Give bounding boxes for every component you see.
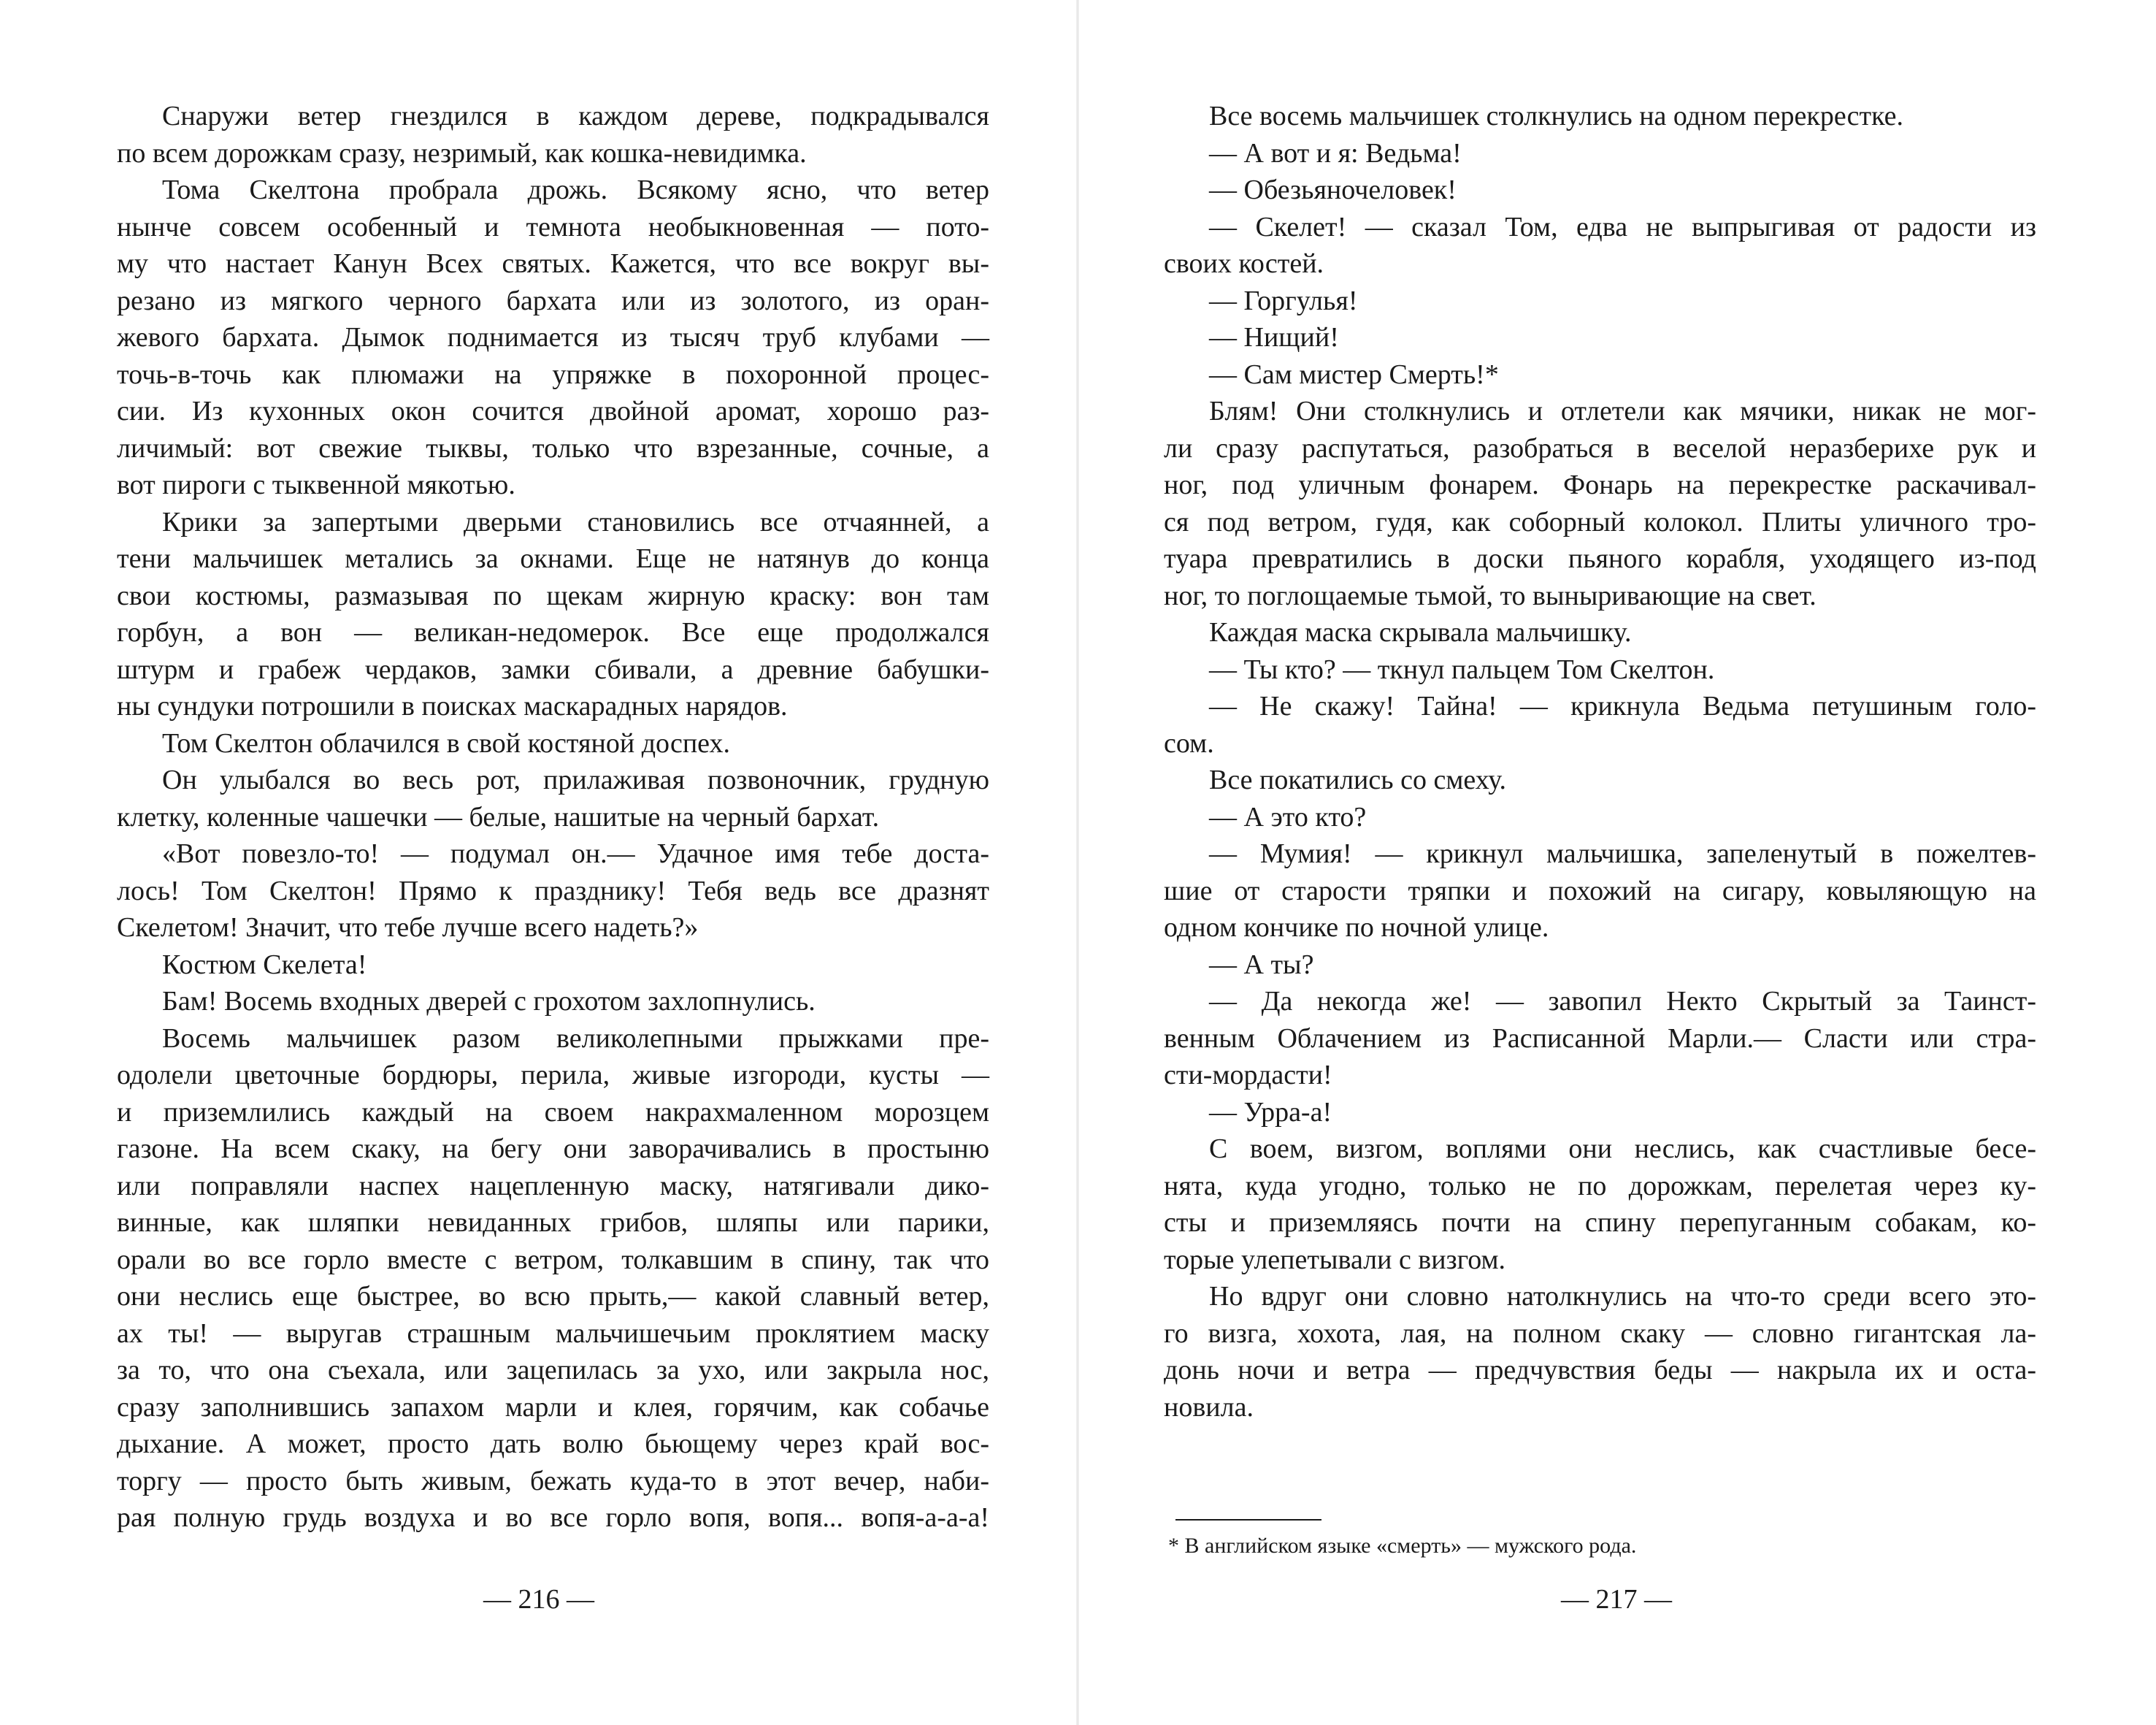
text-line: тени мальчишек метались за окнами. Еще не натянув до конца: [117, 543, 989, 574]
text-line: — Горгулья!: [1209, 285, 1358, 316]
text-line: Он улыбался во весь рот, прилаживая позвоночник, грудную: [162, 765, 989, 795]
text-line: они неслись еще быстрее, во всю прыть,— какой славный ветер,: [117, 1281, 989, 1312]
text-line: жевого бархата. Дымок поднимается из тысяч труб клубами —: [117, 322, 989, 353]
text-line: — Мумия! — крикнул мальчишка, запеленутый в пожелтев-: [1209, 838, 2036, 869]
text-line: ног, под уличным фонарем. Фонарь на перекрестке раскачивал-: [1164, 470, 2036, 500]
text-line: донь ночи и ветра — предчувствия беды — накрыла их и оста-: [1164, 1355, 2036, 1385]
text-line: венным Облачением из Расписанной Марли.— Сласти или стра-: [1164, 1022, 2036, 1054]
text-line: торые улепетывали с визгом.: [1164, 1244, 1506, 1275]
text-line: Все покатились со смеху.: [1209, 765, 1506, 795]
text-line: торгу — просто быть живым, бежать куда-то в этот вечер, наби-: [117, 1465, 989, 1496]
text-line: свои костюмы, размазывая по щекам жирную краску: вон там: [117, 580, 989, 611]
text-line: му что настает Канун Всех святых. Кажется, что все вокруг вы-: [117, 248, 989, 279]
text-line: Но вдруг они словно натолкнулись на что-то среди всего это-: [1209, 1281, 2036, 1312]
text-line: ны сундуки потрошили в поисках маскарадных нарядов.: [117, 691, 788, 722]
text-line: ног, то поглощаемые тьмой, то выныривающие на свет.: [1164, 580, 1817, 611]
text-line: рая полную грудь воздуха и во все горло вопя, вопя... вопя-а-а-а!: [117, 1502, 989, 1533]
text-line: — А ты?: [1209, 949, 1314, 980]
text-line: Костюм Скелета!: [162, 949, 367, 980]
text-line: — Скелет! — сказал Том, едва не выпрыгивая от радости из: [1209, 211, 2036, 242]
text-line: Том Скелтон облачился в свой костяной доспех.: [162, 727, 731, 759]
text-line: резано из мягкого черного бархата или из золотого, из оран-: [117, 285, 989, 316]
text-line: новила.: [1164, 1391, 1254, 1423]
footnote: * В английском языке «смерть» — мужского рода.: [1168, 1534, 1637, 1558]
text-line: Каждая маска скрывала мальчишку.: [1209, 617, 1632, 648]
text-line: сом.: [1164, 727, 1214, 759]
text-line: и приземлились каждый на своем накрахмаленном морозцем: [117, 1096, 989, 1128]
text-line: горбун, а вон — великан-недомерок. Все еще продолжался: [117, 617, 989, 648]
text-line: — Сам мистер Смерть!*: [1209, 359, 1499, 390]
text-line: сии. Из кухонных окон сочится двойной аромат, хорошо раз-: [117, 396, 989, 427]
text-line: одном кончике по ночной улице.: [1164, 912, 1549, 943]
text-line: лось! Том Скелтон! Прямо к празднику! Тебя ведь все дразнят: [117, 875, 989, 906]
text-line: — А вот и я: Ведьма!: [1209, 137, 1462, 169]
text-line: Восемь мальчишек разом великолепными прыжками пре-: [162, 1022, 989, 1054]
text-line: дыхание. А может, просто дать волю бьющему через край вос-: [117, 1428, 989, 1459]
text-line: Скелетом! Значит, что тебе лучше всего надеть?»: [117, 912, 699, 943]
text-line: нынче совсем особенный и темнота необыкновенная — пото-: [117, 211, 989, 242]
text-line: Тома Скелтона пробрала дрожь. Всякому ясно, что ветер: [162, 175, 989, 205]
text-line: винные, как шляпки невиданных грибов, шляпы или парики,: [117, 1207, 989, 1238]
text-line: нята, куда угодно, только не по дорожкам, перелетая через ку-: [1164, 1170, 2036, 1201]
text-line: одолели цветочные бордюры, перила, живые изгороди, кусты —: [117, 1060, 989, 1090]
text-line: ах ты! — выругав страшным мальчишечьим проклятием маску: [117, 1317, 989, 1349]
text-line: орали во все горло вместе с ветром, толкавшим в спину, так что: [117, 1244, 989, 1275]
text-line: точь-в-точь как плюмажи на упряжке в похоронной процес-: [117, 359, 989, 390]
right-page: [1078, 0, 2156, 1725]
text-line: Крики за запертыми дверьми становились все отчаянней, а: [162, 506, 989, 538]
text-line: — А это кто?: [1209, 801, 1367, 833]
text-line: Бам! Восемь входных дверей с грохотом захлопнулись.: [162, 986, 816, 1017]
text-line: — Нищий!: [1209, 322, 1339, 353]
text-line: туара превратились в доски пьяного корабля, уходящего из-под: [1164, 543, 2036, 574]
text-line: — Ты кто? — ткнул пальцем Том Скелтон.: [1209, 654, 1715, 685]
text-line: клетку, коленные чашечки — белые, нашитые на черный бархат.: [117, 801, 880, 833]
footnote-rule: [1175, 1519, 1321, 1521]
text-line: ли сразу распутаться, разобраться в веселой неразберихе рук и: [1164, 432, 2036, 464]
left-page-text: [117, 98, 989, 1537]
text-line: Все восемь мальчишек столкнулись на одном перекрестке.: [1209, 101, 1904, 131]
text-line: — Обезьяночеловек!: [1209, 175, 1457, 205]
text-line: — Не скажу! Тайна! — крикнула Ведьма петушиным голо-: [1209, 691, 2036, 722]
text-line: «Вот повезло-то! — подумал он.— Удачное имя тебе доста-: [162, 838, 989, 869]
page-number-left: — 216 —: [483, 1584, 594, 1615]
text-line: газоне. На всем скаку, на бегу они заворачивались в простыню: [117, 1133, 989, 1164]
page-number-right: — 217 —: [1561, 1584, 1672, 1615]
text-line: или поправляли наспех нацепленную маску, натягивали дико-: [117, 1170, 989, 1201]
text-line: вот пироги с тыквенной мякотью.: [117, 470, 515, 500]
text-line: С воем, визгом, воплями они неслись, как счастливые бесе-: [1209, 1133, 2036, 1164]
text-line: сразу заполнившись запахом марли и клея, горячим, как собачье: [117, 1391, 989, 1423]
text-line: Снаружи ветер гнездился в каждом дереве, подкрадывался: [162, 101, 989, 131]
text-line: штурм и грабеж чердаков, замки сбивали, а древние бабушки-: [117, 654, 989, 685]
text-line: — Да некогда же! — завопил Некто Скрытый за Таинст-: [1209, 986, 2036, 1017]
text-line: — Урра-а!: [1209, 1096, 1332, 1128]
text-line: за то, что она съехала, или зацепилась за ухо, или закрыла нос,: [117, 1355, 989, 1385]
text-line: Блям! Они столкнулись и отлетели как мячики, никак не мог-: [1209, 396, 2036, 427]
text-line: го визга, хохота, лая, на полном скаку — словно гигантская ла-: [1164, 1317, 2036, 1349]
text-line: личимый: вот свежие тыквы, только что взрезанные, сочные, а: [117, 432, 989, 464]
text-line: сти-мордасти!: [1164, 1060, 1332, 1090]
text-line: своих костей.: [1164, 248, 1324, 279]
text-line: по всем дорожкам сразу, незримый, как кошка-невидимка.: [117, 137, 807, 169]
text-line: шие от старости тряпки и похожий на сигару, ковыляющую на: [1164, 875, 2036, 906]
right-page-text: [1164, 98, 2036, 1426]
text-line: сты и приземляясь почти на спину перепуганным собакам, ко-: [1164, 1207, 2036, 1238]
text-line: ся под ветром, гудя, как соборный колокол. Плиты уличного тро-: [1164, 506, 2036, 538]
